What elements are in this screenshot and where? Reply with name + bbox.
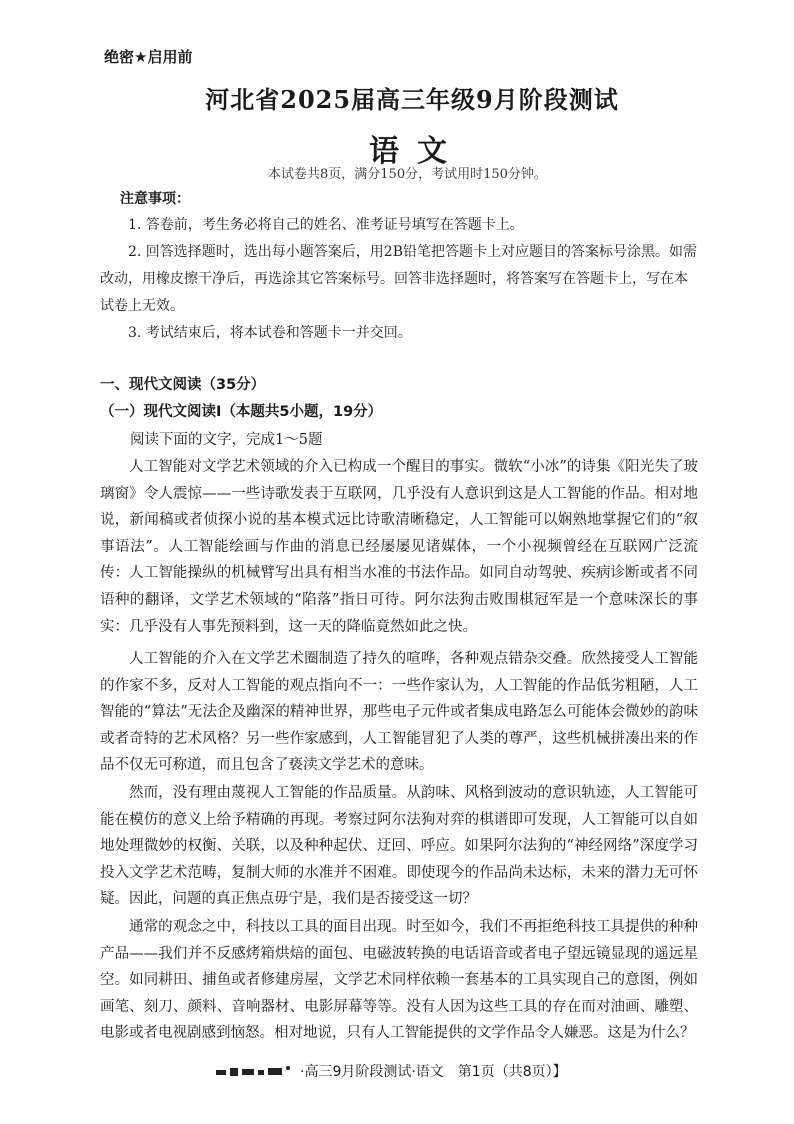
page-footer [214,1061,567,1081]
confidential-label: 绝密★启用前 [104,48,193,66]
section-heading: 一、现代文阅读（35分） [100,377,266,393]
exam-info: 本试卷共8页，满分150分，考试用时150分钟。 [268,167,547,182]
passage-paragraph-2: 人工智能的介入在文学艺术圈制造了持久的喧哗，各种观点错杂交叠。欣然接受人工智能的作家不多，反对人工智能的观点指向不一：一些作家认为，人工智能的作品低劣粗陋，人工智能的“算法”无法企及幽深的精神世界，那些电子元件或者集成电路怎么可能体会微妙的韵味或者奇特的艺术风格？另一些作家感到，人工智能冒犯了人类的尊严，这些机械拼凑出来的作品不仅无可称道，而且包含了亵渎文学艺术的意味。 [100,651,698,774]
notice-item-1: 1. 答卷前，考生务必将自己的姓名、准考证号填写在答题卡上。 [128,217,524,233]
subject-title: 语文 [369,134,465,169]
notice-item-2: 2. 回答选择题时，选出每小题答案后，用2B铅笔把答题卡上对应题目的答案标号涂黑。如需改动，用橡皮擦干净后，再选涂其它答案标号。回答非选择题时，将答案写在答题卡上，写在本试卷上无效。 [100,244,698,314]
footer-text: ·高三9月阶段测试·语文 第1页（共8页）】 [300,1064,567,1080]
notice-heading: 注意事项： [120,191,190,207]
reading-instruction: 阅读下面的文字，完成1～5题 [130,432,323,448]
exam-title: 河北省2025届高三年级9月阶段测试 [205,85,619,114]
passage-paragraph-1: 人工智能对文学艺术领域的介入已构成一个醒目的事实。微软“小冰”的诗集《阳光失了玻璃窗》令人震惊——一些诗歌发表于互联网，几乎没有人意识到这是人工智能的作品。相对地说，新闻稿或者侦探小说的基本模式远比诗歌清晰稳定，人工智能可以娴熟地掌握它们的“叙事语法”。人工智能绘画与作曲的消息已经屡屡见诸媒体，一个小视频曾经在互联网广泛流传：人工智能操纵的机械臂写出具有相当水准的书法作品。如同自动驾驶、疾病诊断或者不同语种的翻译，文学艺术领域的“陷落”指日可待。阿尔法狗击败围棋冠军是一个意味深长的事实：几乎没有人事先预料到，这一天的降临竟然如此之快。 [100,459,698,635]
subsection-heading: （一）现代文阅读Ⅰ（本题共5小题，19分） [100,404,383,420]
passage-paragraph-4: 通常的观念之中，科技以工具的面目出现。时至如今，我们不再拒绝科技工具提供的种种产品——我们并不反感烤箱烘焙的面包、电磁波转换的电话语音或者电子望远镜显现的遥远星空。如同耕田、捕鱼或者修建房屋，文学艺术同样依赖一套基本的工具实现自己的意图，例如画笔、刻刀、颜料、音响器材、电影屏幕等等。没有人因为这些工具的存在而对油画、雕塑、电影或者电视剧感到恼怒。相对地说，只有人工智能提供的文学作品令人嫌恶。这是为什么？ [100,919,698,1042]
notice-item-3: 3. 考试结束后，将本试卷和答题卡一并交回。 [128,325,412,341]
publisher-logo-icon [214,1064,296,1080]
passage-paragraph-3: 然而，没有理由蔑视人工智能的作品质量。从韵味、风格到波动的意识轨迹，人工智能可能在模仿的意义上给予精确的再现。考察过阿尔法狗对弈的棋谱即可发现，人工智能可以自如地处理微妙的权衡、关联，以及种种起伏、迂回、呼应。如果阿尔法狗的“神经网络”深度学习投入文学艺术范畴，复制大师的水准并不困难。即使现今的作品尚未达标，未来的潜力无可怀疑。因此，问题的真正焦点毋宁是，我们是否接受这一切？ [100,785,698,908]
